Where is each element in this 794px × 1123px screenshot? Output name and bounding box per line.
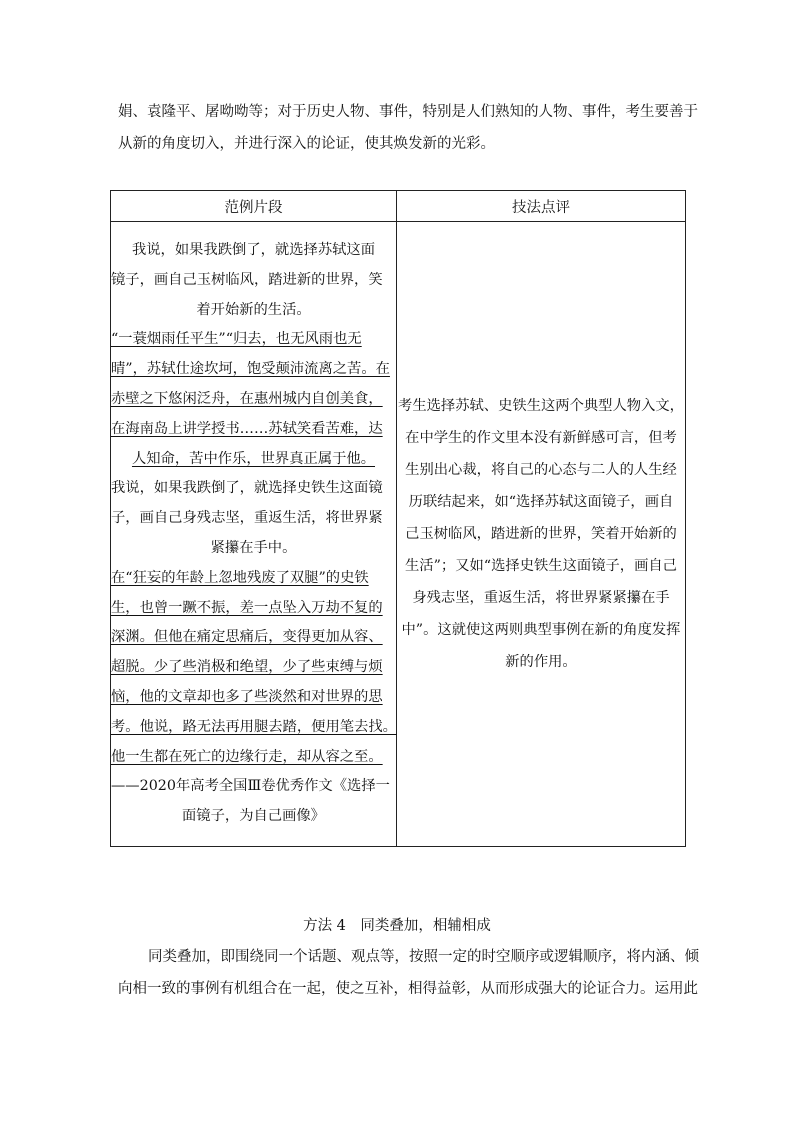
example-line: 紧攥在手中。 — [210, 540, 297, 556]
comment-line: 中”。这就使这两则典型事例在新的角度发挥 — [401, 622, 681, 638]
header-example: 范例片段 — [111, 191, 397, 222]
comment-line: 生活”；又如“选择史铁生这面镜子，画自己 — [405, 558, 677, 574]
example-line-underlined: 他一生都在死亡的边缘行走，却从容之至。 — [111, 748, 383, 765]
example-line-underlined: 晴”，苏轼仕途坎坷，饱受颠沛流离之苦。在 — [111, 361, 390, 378]
comment-line: 历联结起来，如“选择苏轼这面镜子，画自 — [408, 494, 674, 510]
example-line: 镜子，画自己玉树临风，踏进新的世界，笑 — [111, 271, 383, 288]
example-line-underlined: 在海南岛上讲学授书……苏轼笑看苦难，达 — [111, 420, 383, 437]
intro-line: 从新的角度切入，并进行深入的论证，使其焕发新的光彩。 — [118, 136, 495, 152]
intro-paragraph — [118, 96, 698, 160]
method-line: 向相一致的事例有机组合在一起，使之互补，相得益彰，从而形成强大的论证合力。运用此 — [118, 981, 698, 997]
comment-line: 生别出心裁，将自己的心态与二人的人生经 — [405, 462, 677, 478]
example-line: 着开始新的生活。 — [196, 301, 311, 318]
comment-line: 己玉树临风，踏进新的世界，笑着开始新的 — [405, 526, 677, 542]
example-line-underlined: 恼，他的文章却也多了些淡然和对世界的思 — [111, 688, 383, 705]
comment-line: 考生选择苏轼、史铁生这两个典型人物入文， — [398, 398, 684, 414]
example-source: ——2020年高考全国Ⅲ卷优秀作文《选择一 — [111, 778, 390, 795]
example-line-underlined: 超脱。少了些消极和绝望，少了些束缚与烦 — [111, 659, 383, 676]
example-line: 我说，如果我跌倒了，就选择史铁生这面镜 — [111, 480, 383, 497]
example-line-underlined: 深渊。但他在痛定思痛后，变得更加从容、 — [111, 629, 383, 646]
example-line: 我说，如果我跌倒了，就选择苏轼这面 — [131, 242, 376, 259]
example-line-underlined: 考。他说，路无法再用腿去踏，便用笔去找。 — [111, 718, 397, 735]
example-source: 面镜子，为自己画像》 — [182, 808, 325, 825]
comment-line: 身残志坚，重返生活，将世界紧紧攥在手 — [412, 590, 670, 606]
comment-line: 在中学生的作文里本没有新鲜感可言，但考 — [405, 430, 677, 446]
example-line-underlined: “一蓑烟雨任平生”“归去，也无风雨也无 — [111, 331, 362, 348]
example-table — [110, 190, 686, 847]
header-comment: 技法点评 — [397, 191, 686, 222]
method-line: 同类叠加，即围绕同一个话题、观点等，按照一定的时空顺序或逻辑顺序，将内涵、倾 — [148, 949, 699, 965]
table-header-row — [111, 191, 686, 222]
method-heading: 方法 4 同类叠加，相辅相成 — [303, 918, 491, 934]
example-line-underlined: 在“狂妄的年龄上忽地残废了双腿”的史铁 — [111, 569, 369, 586]
example-cell — [111, 222, 397, 847]
method-paragraph — [118, 941, 699, 1005]
example-line-underlined: 人知命，苦中作乐，世界真正属于他。 — [131, 450, 376, 467]
example-line-underlined: 赤壁之下悠闲泛舟，在惠州城内自创美食， — [111, 391, 383, 408]
table-row — [111, 222, 686, 847]
comment-line: 新的作用。 — [505, 654, 577, 670]
example-line: 子，画自己身残志坚，重返生活，将世界紧 — [111, 510, 383, 527]
intro-line: 娟、袁隆平、屠呦呦等；对于历史人物、事件，特别是人们熟知的人物、事件，考生要善于 — [118, 104, 698, 120]
example-line-underlined: 生，也曾一蹶不振，差一点坠入万劫不复的 — [111, 599, 383, 616]
comment-cell — [397, 222, 686, 847]
